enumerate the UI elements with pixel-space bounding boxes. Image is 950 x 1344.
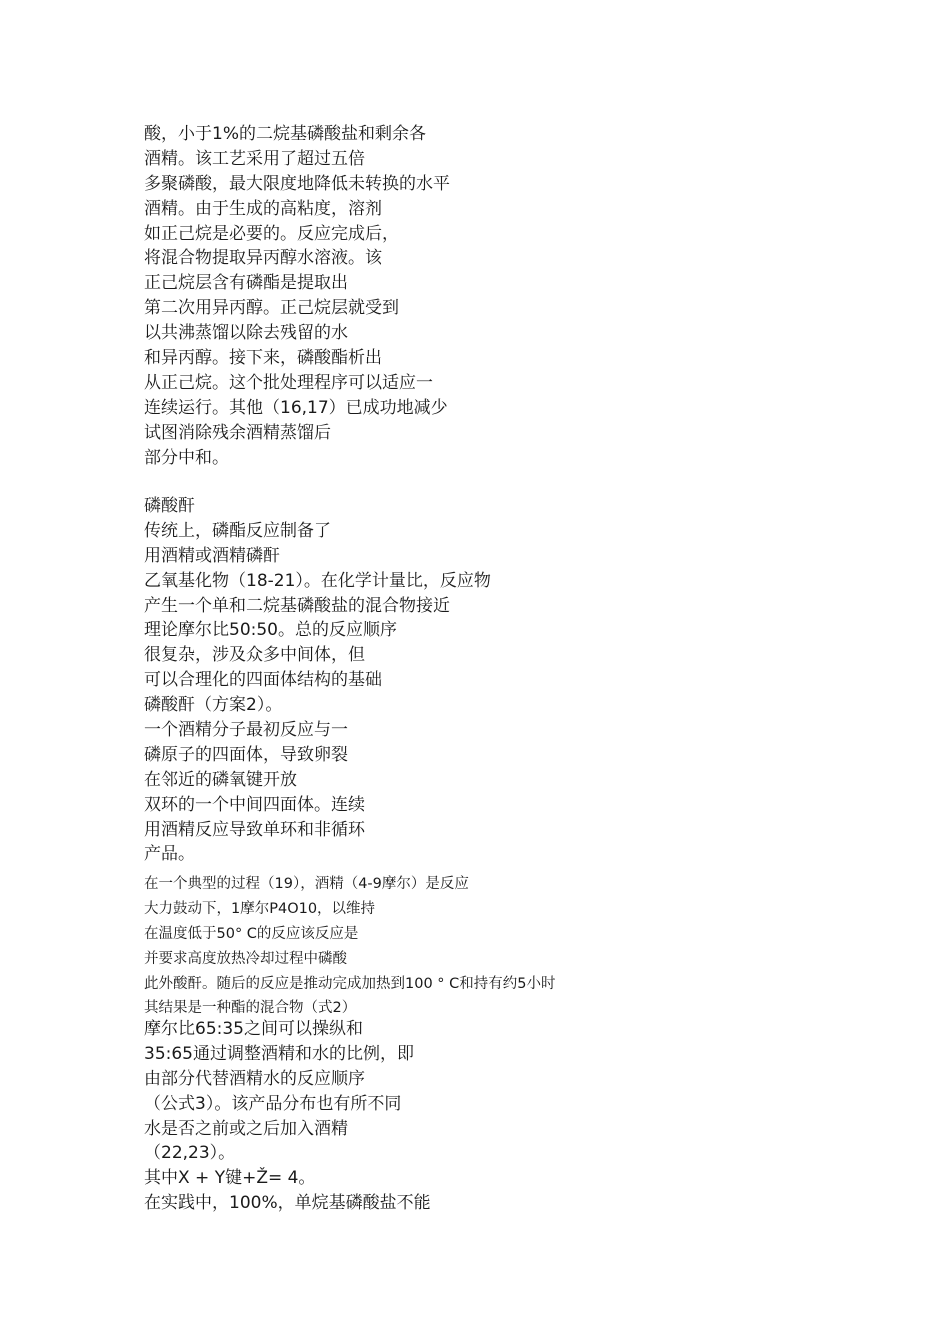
- text-line: （公式3）。该产品分布也有所不同: [144, 1093, 402, 1114]
- text-line: 酒精。由于生成的高粘度，溶剂: [144, 198, 382, 219]
- text-line: 双环的一个中间四面体。连续: [144, 794, 365, 815]
- text-line: 部分中和。: [144, 447, 229, 468]
- section-phosphoric-anhydride: [144, 494, 904, 867]
- text-line: 在邻近的磷氧键开放: [144, 769, 297, 790]
- text-line: 用酒精或酒精磷酐: [144, 545, 280, 566]
- text-line: 并要求高度放热冷却过程中磷酸: [144, 950, 347, 967]
- text-line: 将混合物提取异丙醇水溶液。该: [144, 248, 382, 269]
- text-line: 如正己烷是必要的。反应完成后，: [144, 223, 399, 244]
- text-line: 从正己烷。这个批处理程序可以适应一: [144, 372, 433, 393]
- text-line: 传统上，磷酯反应制备了: [144, 520, 331, 541]
- text-line: 酒精。该工艺采用了超过五倍: [144, 148, 365, 169]
- text-line: 正己烷层含有磷酯是提取出: [144, 273, 348, 294]
- paragraph-molar-ratio: [144, 1017, 904, 1216]
- paragraph-typical-process: [144, 872, 904, 1021]
- text-line: 一个酒精分子最初反应与一: [144, 720, 348, 741]
- text-line: 理论摩尔比50:50。总的反应顺序: [144, 620, 397, 641]
- text-line: 大力鼓动下，1摩尔P4O10，以维持: [144, 900, 376, 917]
- text-line: 在一个典型的过程（19），酒精（4-9摩尔）是反应: [144, 876, 469, 892]
- text-line: 在温度低于50° C的反应该反应是: [144, 925, 359, 942]
- text-line: 第二次用异丙醇。正己烷层就受到: [144, 298, 399, 319]
- paragraph-phosphoric-acid-process: [144, 122, 904, 470]
- text-line: 其中X + Y键+Ž= 4。: [144, 1168, 316, 1189]
- text-line: 产品。: [144, 844, 195, 865]
- text-line: 由部分代替酒精水的反应顺序: [144, 1068, 365, 1089]
- text-line: 摩尔比65:35之间可以操纵和: [144, 1019, 363, 1039]
- text-line: 和异丙醇。接下来，磷酸酯析出: [144, 348, 382, 369]
- text-line: 多聚磷酸，最大限度地降低未转换的水平: [144, 173, 450, 194]
- text-line: 在实践中，100%，单烷基磷酸盐不能: [144, 1193, 431, 1214]
- text-line: 水是否之前或之后加入酒精: [144, 1118, 348, 1139]
- text-line: 35:65通过调整酒精和水的比例，即: [144, 1043, 414, 1064]
- text-line: 其结果是一种酯的混合物（式2）: [144, 1000, 357, 1017]
- text-line: 连续运行。其他（16,17）已成功地减少: [144, 397, 448, 418]
- text-line: 磷原子的四面体，导致卵裂: [144, 744, 348, 765]
- text-line: 乙氧基化物（18-21）。在化学计量比，反应物: [144, 570, 491, 591]
- text-line: 试图消除残余酒精蒸馏后: [144, 422, 331, 443]
- text-line: 以共沸蒸馏以除去残留的水: [144, 323, 348, 344]
- text-line: 用酒精反应导致单环和非循环: [144, 819, 365, 840]
- text-line: 酸，小于1%的二烷基磷酸盐和剩余各: [144, 124, 426, 144]
- section-heading: 磷酸酐: [144, 496, 195, 516]
- text-line: 很复杂，涉及众多中间体，但: [144, 645, 365, 666]
- text-line: 磷酸酐（方案2）。: [144, 695, 283, 716]
- text-line: 可以合理化的四面体结构的基础: [144, 670, 382, 691]
- text-line: 此外酸酐。随后的反应是推动完成加热到100 ° C和持有约5小时: [144, 975, 556, 992]
- text-line: （22,23）。: [144, 1143, 236, 1164]
- text-line: 产生一个单和二烷基磷酸盐的混合物接近: [144, 595, 450, 616]
